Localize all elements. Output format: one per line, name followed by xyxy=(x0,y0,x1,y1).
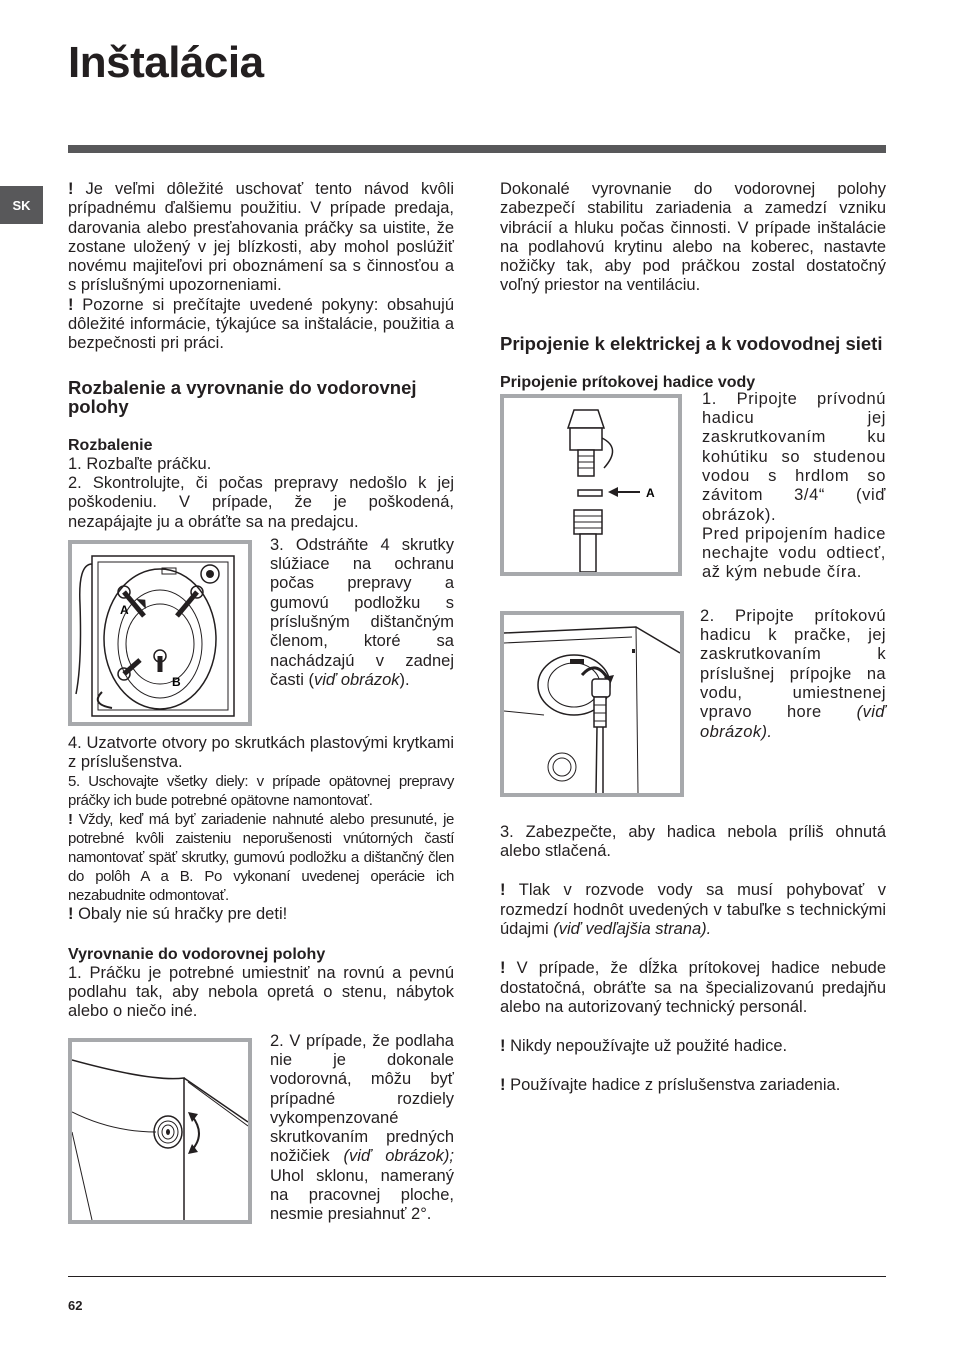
intro-paragraph-1: ! Je veľmi dôležité uschovať tento návod kvôli prípadnému ďalšiemu použitiu. V prípade predaja, darovania alebo presťahovania práčky sa uistite, že zostane uložený v jej blízkosti, aby mohol poslúžiť novému majiteľovi pri oboznámení sa s činnosťou a s príslušnými upozorneniami. xyxy=(68,180,454,295)
warning-mark: ! xyxy=(68,905,74,924)
step-unpack-4: 4. Uzatvorte otvory po skrutkách plastovými krytkami z príslušenstva. xyxy=(68,733,454,772)
language-tab: SK xyxy=(0,186,43,224)
warning-mark: ! xyxy=(500,959,506,978)
subheading-inlet-hose: Pripojenie prítokovej hadice vody xyxy=(500,373,756,391)
step-inlet-1-block xyxy=(702,390,886,583)
figure-leveling-feet xyxy=(68,1038,252,1224)
step-level-2: 2. V prípade, že podlaha nie je dokonale vodorovná, môžu byť prípadné rozdiely vykompenzované skrutkovaním predných nožičiek (viď obrázok); Uhol sklonu, nameraný na pracovnej ploche, nesmie presiahnuť 2°. xyxy=(270,1031,454,1224)
step-unpack-5: 5. Uschovajte všetky diely: v prípade opätovnej prepravy práčky ich bude potrebné opätovne namontovať. xyxy=(68,773,454,810)
step-unpack-3: 3. Odstráňte 4 skrutky slúžiace na ochranu počas prepravy a gumovú podložku s príslušným dištančným členom, ktoré sa nachádzajú v zadnej časti (viď obrázok). xyxy=(270,535,454,689)
warning-mark: ! xyxy=(68,180,74,198)
step-inlet-3: 3. Zabezpečte, aby hadica nebola príliš ohnutá alebo stlačená. xyxy=(500,822,886,861)
subheading-unpacking: Rozbalenie xyxy=(68,436,153,454)
tap-hose-illustration xyxy=(504,398,678,572)
warning-mark: ! xyxy=(68,811,73,829)
warning-packaging: ! Obaly nie sú hračky pre deti! xyxy=(68,905,288,924)
leveling-foot-illustration xyxy=(72,1042,248,1220)
step-unpack-2: 2. Skontrolujte, či počas prepravy nedošlo k jej poškodeniu. V prípade, že je poškodená, nezapájajte ju a obráťte sa na predajcu. xyxy=(68,473,454,531)
right-column xyxy=(500,180,886,1096)
subheading-leveling: Vyrovnanie do vodorovnej polohy xyxy=(68,945,326,963)
washer-back-illustration xyxy=(72,544,248,722)
page-title: Inštalácia xyxy=(68,38,264,87)
warning-used-hoses: ! Nikdy nepoužívajte už použité hadice. xyxy=(500,1037,788,1056)
warning-accessory-hoses: ! Používajte hadice z príslušenstva zariadenia. xyxy=(500,1076,841,1095)
step-unpack-1: 1. Rozbaľte práčku. xyxy=(68,454,212,473)
leveling-continuation: Dokonalé vyrovnanie do vodorovnej polohy zabezpečí stabilitu zariadenia a zamedzí vzniku vibrácií a hluku počas činnosti. V prípade inštalácie na podlahovú krytinu alebo na koberec, nastavte nožičky tak, aby pod práčkou zostal dostatočný voľný priestor na ventiláciu. xyxy=(500,180,886,295)
step-inlet-1b: Pred pripojením hadice nechajte vodu odtiecť, až kým nebude číra. xyxy=(702,524,886,582)
figure-label-a: A xyxy=(120,602,129,617)
warning-hose-length: ! V prípade, že dĺžka prítokovej hadice nebude dostatočná, obráťte sa na špecializovanú predajňu alebo na autorizovaný technický personál. xyxy=(500,959,887,1016)
step-inlet-1: 1. Pripojte prívodnú hadicu jej zaskrutkovaním ku kohútiku so studenou vodou s hrdlom so závitom 3/4“ (viď obrázok). xyxy=(702,389,886,524)
section-heading-unpacking-leveling: Rozbalenie a vyrovnanie do vodorovnej polohy xyxy=(68,376,417,417)
footer-rule xyxy=(68,1276,886,1277)
figure-row-transport-screws xyxy=(68,535,454,726)
step-level-1: 1. Práčku je potrebné umiestniť na rovnú a pevnú podlahu tak, aby nebola opretá o stenu, nábytok alebo o niečo iné. xyxy=(68,963,454,1021)
warning-mark: ! xyxy=(500,1037,506,1056)
figure-row-washer-inlet xyxy=(500,606,886,797)
figure-label-b: B xyxy=(172,674,181,689)
intro-paragraph-2: ! Pozorne si prečítajte uvedené pokyny: obsahujú dôležité informácie, týkajúce sa inštalácie, použitia a bezpečnosti pri práci. xyxy=(68,295,454,353)
figure-row-tap xyxy=(500,389,886,583)
warning-mark: ! xyxy=(500,881,506,900)
step-inlet-2: 2. Pripojte prítokovú hadicu k pračke, jej zaskrutkovaním k príslušnej prípojke na vodu, umiestnenej vpravo hore (viď obrázok). xyxy=(700,606,886,741)
section-heading-connections: Pripojenie k elektrickej a k vodovodnej sieti xyxy=(500,332,883,354)
warning-mark: ! xyxy=(68,295,74,314)
figure-tap-connection xyxy=(500,394,682,576)
figure-label-a: A xyxy=(646,485,655,500)
warning-tilt-move: ! Vždy, keď má byť zariadenie nahnuté alebo presunuté, je potrebné kvôli zaisteniu neporušenosti vnútorných častí namontovať späť skrutky, gumovú podložku a dištančný člen do polôh A a B. Po vykonaní uvedenej operácie ich nezabudnite odmontovať. xyxy=(68,811,454,905)
page-number: 62 xyxy=(68,1298,83,1313)
figure-row-leveling xyxy=(68,1031,454,1225)
figure-washer-back-screws xyxy=(68,540,252,726)
header-rule xyxy=(68,145,886,153)
warning-mark: ! xyxy=(500,1076,506,1095)
left-column xyxy=(68,180,454,1225)
warning-water-pressure: ! Tlak v rozvode vody sa musí pohybovať v rozmedzí hodnôt uvedených v tabuľke s technickými údajmi (viď vedľajšia strana). xyxy=(500,881,886,938)
figure-washer-inlet-valve xyxy=(500,611,684,797)
washer-inlet-illustration xyxy=(504,615,680,793)
